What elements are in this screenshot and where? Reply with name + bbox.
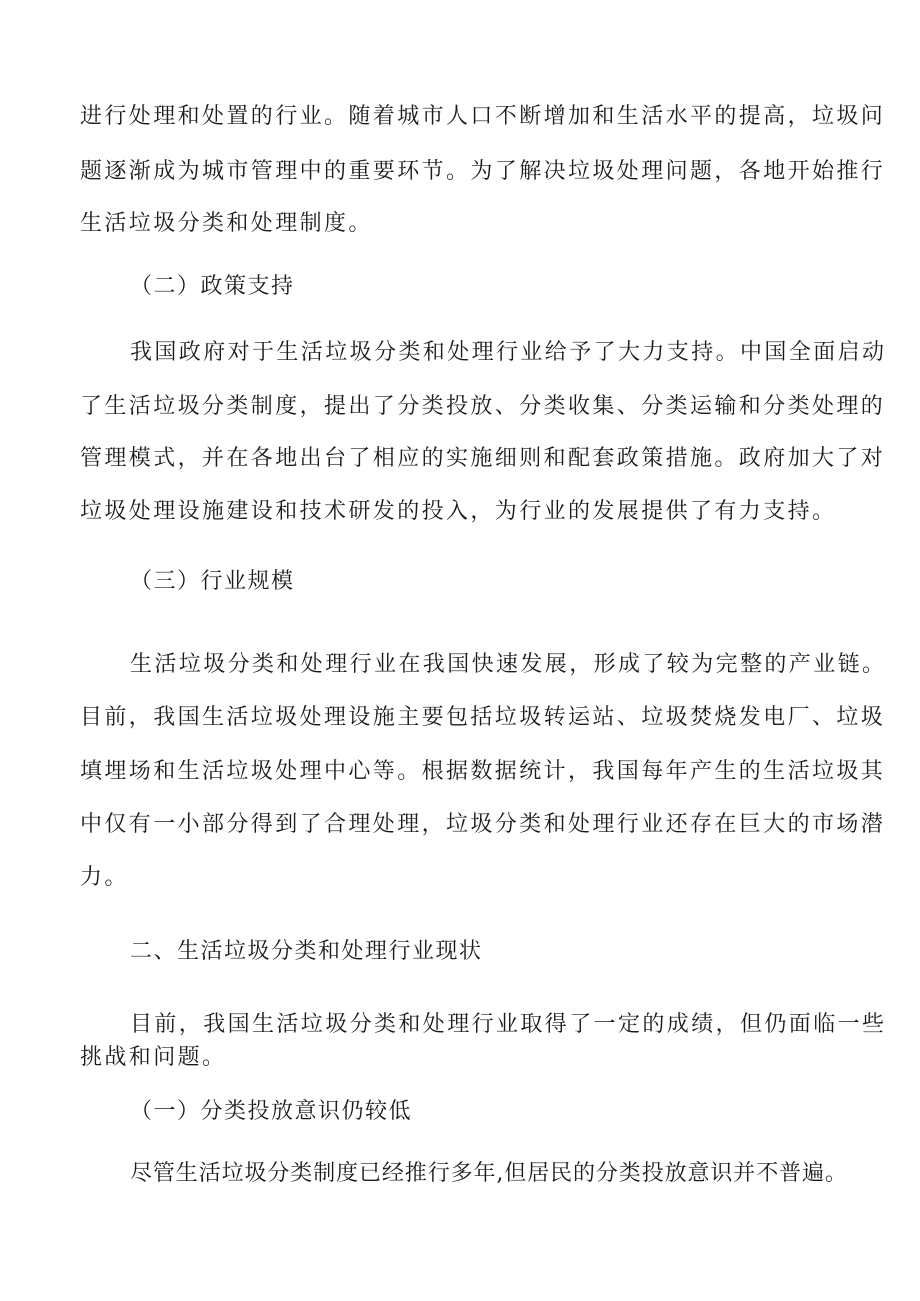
paragraph-line: 力。 xyxy=(80,865,129,890)
paragraph-line: 我国政府对于生活垃圾分类和处理行业给予了大力支持。中国全面启动 xyxy=(130,340,887,365)
paragraph-line: 中仅有一小部分得到了合理处理，垃圾分类和处理行业还存在巨大的市场潜 xyxy=(80,812,886,837)
paragraph-line: 挑战和问题。 xyxy=(80,1045,227,1070)
section-heading-awareness: （一）分类投放意识仍较低 xyxy=(130,1099,413,1124)
paragraph-line: 生活垃圾分类和处理行业在我国快速发展，形成了较为完整的产业链。 xyxy=(130,652,887,677)
paragraph-line: 目前，我国生活垃圾处理设施主要包括垃圾转运站、垃圾焚烧发电厂、垃圾 xyxy=(80,705,886,730)
paragraph-line: 进行处理和处置的行业。随着城市人口不断增加和生活水平的提高，垃圾问 xyxy=(80,104,886,129)
paragraph-line: 目前，我国生活垃圾分类和处理行业取得了一定的成绩，但仍面临一些 xyxy=(130,1012,887,1037)
section-heading-policy: （二）政策支持 xyxy=(130,274,295,299)
paragraph-line: 尽管生活垃圾分类制度已经推行多年,但居民的分类投放意识并不普遍。 xyxy=(130,1161,848,1186)
paragraph-line: 填埋场和生活垃圾处理中心等。根据数据统计，我国每年产生的生活垃圾其 xyxy=(80,759,886,784)
section-heading-scale: （三）行业规模 xyxy=(130,569,295,594)
paragraph-line: 题逐渐成为城市管理中的重要环节。为了解决垃圾处理问题，各地开始推行 xyxy=(80,159,886,184)
paragraph-line: 管理模式，并在各地出台了相应的实施细则和配套政策措施。政府加大了对 xyxy=(80,446,886,471)
section-heading-status: 二、生活垃圾分类和处理行业现状 xyxy=(130,939,483,964)
paragraph-line: 了生活垃圾分类制度，提出了分类投放、分类收集、分类运输和分类处理的 xyxy=(80,394,886,419)
paragraph-line: 垃圾处理设施建设和技术研发的投入，为行业的发展提供了有力支持。 xyxy=(80,499,837,524)
paragraph-line: 生活垃圾分类和处理制度。 xyxy=(80,211,373,236)
